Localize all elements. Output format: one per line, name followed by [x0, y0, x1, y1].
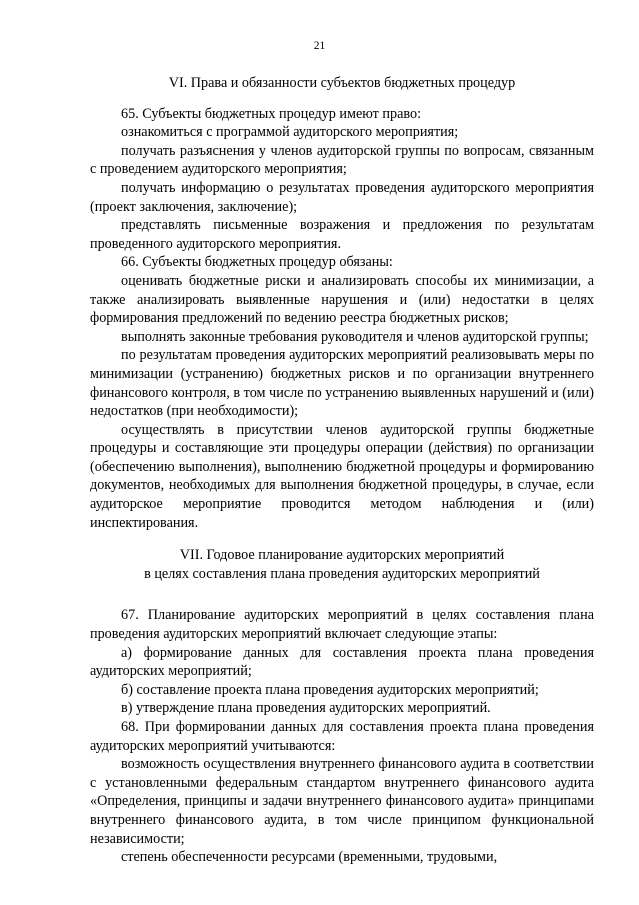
- section-6-paragraph: выполнять законные требования руководителя и членов аудиторской группы;: [121, 328, 589, 345]
- section-7-paragraph: 68. При формировании данных для составления проекта плана проведения аудиторских мероприятий учитываются:: [90, 719, 594, 754]
- section-7-paragraph: в) утверждение плана проведения аудиторских мероприятий.: [121, 700, 491, 717]
- section-7-paragraph: а) формирование данных для составления проекта плана проведения аудиторских мероприятий;: [90, 644, 594, 680]
- page-number: 21: [313, 40, 326, 52]
- section-6-paragraph: оценивать бюджетные риски и анализировать способы их минимизации, а также анализировать выявленные нарушения и (или) недостатки в целях формирования предложений по ведению реестра бюджетных рисков;: [90, 272, 594, 327]
- section-6-paragraph: 65. Субъекты бюджетных процедур имеют право:: [121, 105, 422, 122]
- section-6-heading: VI. Права и обязанности субъектов бюджетных процедур: [168, 75, 516, 91]
- section-7-heading-line-1: VII. Годовое планирование аудиторских мероприятий: [179, 547, 505, 564]
- document-body: [90, 74, 594, 867]
- section-7-paragraph: 67. Планирование аудиторских мероприятий в целях составления плана проведения аудиторских мероприятий включает следующие этапы:: [90, 607, 594, 643]
- section-7-paragraph: б) составление проекта плана проведения аудиторских мероприятий;: [121, 681, 539, 698]
- section-6-paragraph: получать информацию о результатах проведения аудиторского мероприятия (проект заключения, заключение);: [90, 179, 594, 215]
- section-6-paragraph: по результатам проведения аудиторских мероприятий реализовывать меры по минимизации (устранению) бюджетных рисков и по организации внутреннего финансового контроля, в том числе по устранению выявленных нарушений и (или) недостатков (при необходимости);: [90, 347, 594, 420]
- section-7-paragraph: степень обеспеченности ресурсами (временными, трудовыми,: [121, 849, 498, 866]
- section-6-paragraph: 66. Субъекты бюджетных процедур обязаны:: [121, 254, 393, 271]
- spacer: [90, 532, 594, 546]
- section-6-paragraph: получать разъяснения у членов аудиторской группы по вопросам, связанным с проведением аудиторского мероприятия;: [90, 142, 594, 178]
- section-6-paragraph: осуществлять в присутствии членов аудиторской группы бюджетные процедуры и составляющие эти процедуры операции (действия) по организации (обеспечению выполнения), выполнению бюджетной процедуры и формированию документов, необходимых для выполнения бюджетной процедуры, в случае, если аудиторское мероприятие проводится методом наблюдения и (или) инспектирования.: [90, 421, 594, 531]
- spacer: [90, 583, 594, 606]
- section-6-paragraph: ознакомиться с программой аудиторского мероприятия;: [121, 124, 459, 141]
- spacer: [90, 93, 594, 105]
- section-6-paragraph: представлять письменные возражения и предложения по результатам проведенного аудиторского мероприятия.: [90, 217, 594, 252]
- section-7-paragraph: возможность осуществления внутреннего финансового аудита в соответствии с установленными федеральным стандартом внутреннего финансового аудита «Определения, принципы и задачи внутреннего финансового аудита» принципами внутреннего финансового аудита, в том числе принципом функциональной независимости;: [90, 756, 594, 847]
- section-7-heading-line-2: в целях составления плана проведения аудиторских мероприятий: [144, 565, 540, 582]
